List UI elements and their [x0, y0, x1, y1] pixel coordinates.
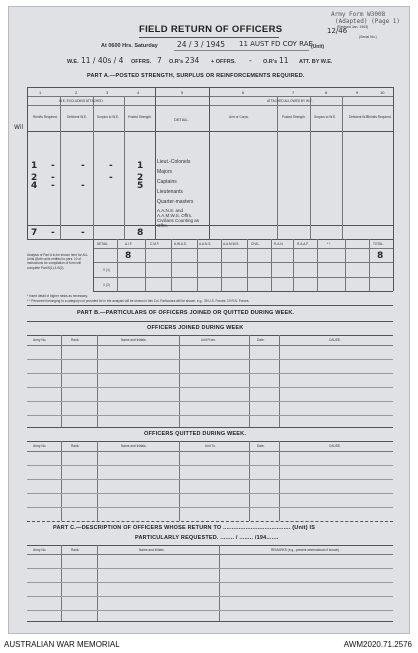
- subhdr-posted: Posted Strength.: [128, 115, 152, 119]
- total-posted: 8: [137, 228, 144, 238]
- plus-ors-label: O.R's: [263, 59, 278, 65]
- att-label: ATT. BY W.E.: [299, 59, 333, 65]
- form-ref-line3: (Revised Jan. 1943): [337, 25, 369, 29]
- row-captains-deficient: -: [51, 173, 55, 183]
- ors-value: 234: [185, 56, 200, 65]
- quitted-hdr-date: Date.: [257, 444, 265, 448]
- at-hours-label: At 0600 Hrs. Saturday: [101, 43, 158, 49]
- joined-hdr-armyno: Army No.: [33, 338, 47, 342]
- subhdr-posted-att: Posted Strength.: [282, 115, 306, 119]
- joined-hdr-cause: CAUSE.: [329, 338, 341, 342]
- partc-hdr-remarks: REMARKS (e.g., present whereabouts if known).: [271, 548, 341, 552]
- detail-row-lieutenants: Lieutenants: [157, 189, 183, 195]
- quitted-hdr-armyno: Army No.: [33, 444, 47, 448]
- row-captains-reinfts: 2: [31, 173, 38, 183]
- total-surplus: -: [81, 228, 85, 238]
- return-date: 24 / 3 / 1945: [177, 40, 225, 49]
- analysis-total-value: 8: [377, 251, 384, 261]
- detail-row-qm: Quarter-masters: [157, 199, 194, 205]
- subhdr-deficient-att: Deficient W.E.: [349, 115, 370, 119]
- row-captains-surplus: -: [109, 173, 113, 183]
- side-mark: Wil: [14, 124, 24, 131]
- total-deficient: -: [51, 228, 55, 238]
- row-lieuts-surplus: -: [81, 181, 85, 191]
- form-ref-line1: Army Form W3008: [331, 11, 386, 18]
- analysis-hdr-cmf: C.M.F.: [150, 242, 160, 246]
- analysis-hdr-ran: R.A.N.: [274, 242, 284, 246]
- analysis-hdr-aans: A.A.N.S.: [199, 242, 212, 246]
- unit-label: (Unit): [311, 44, 325, 50]
- attached-header: ATTACHED ALLOWED BY W.E.: [267, 99, 313, 103]
- row-lieuts-posted: 5: [137, 181, 144, 191]
- detail-row-civilians: Civilians Counting as Offrs.: [157, 218, 200, 228]
- part-a-title: PART A.—POSTED STRENGTH, SURPLUS OR REINFORCEMENTS REQUIRED.: [87, 73, 305, 79]
- joined-hdr-rank: Rank.: [71, 338, 80, 342]
- subhdr-detail: DETAIL.: [174, 117, 189, 122]
- footer-institution: AUSTRALIAN WAR MEMORIAL: [4, 640, 120, 649]
- serial-number: 12/46: [327, 27, 348, 35]
- col-num-6: 6: [242, 90, 245, 95]
- subhdr-surplus-att: Surplus to W.E.: [314, 115, 336, 119]
- analysis-hdr-other: * *: [327, 242, 331, 246]
- partc-hdr-armyno: Army No.: [33, 548, 47, 552]
- quitted-hdr-cause: CAUSE.: [329, 444, 341, 448]
- joined-hdr-name: Name and Initials.: [121, 338, 147, 342]
- partc-hdr-name: Name and Initials.: [139, 548, 165, 552]
- part-b-title: PART B.—PARTICULARS OF OFFICERS JOINED OR QUITTED DURING WEEK.: [77, 310, 295, 316]
- analysis-note: Analysis of Part A to be shown here for ALL Units (Both units entitled to pars. 10 of instructions for compilation of form will complete Part B(1) & B(2).: [27, 253, 89, 270]
- plus-offrs-value: -: [249, 56, 252, 65]
- total-reinfts: 7: [31, 228, 38, 238]
- row-majors-deficient: -: [51, 161, 55, 171]
- row-majors-reinfts: 1: [31, 161, 38, 171]
- joined-title: OFFICERS JOINED DURING WEEK: [147, 325, 244, 331]
- row-lieuts-deficient: -: [51, 181, 55, 191]
- analysis-hdr-total: TOTAL.: [373, 242, 384, 246]
- detail-row-aans: A.A.N.S. and A.A.M.W.S. Offrs.: [157, 208, 193, 218]
- form-title: FIELD RETURN OF OFFICERS: [139, 24, 283, 35]
- subhdr-surplus: Surplus to W.E.: [97, 115, 119, 119]
- detail-row-majors: Majors: [157, 169, 173, 175]
- joined-hdr-unitfrom: Unit From.: [201, 338, 216, 342]
- part-c-line2: PARTICULARLY REQUESTED. ........ / ........ /194.......: [135, 535, 279, 541]
- subhdr-reinfts: Reinfts Required.: [33, 115, 58, 119]
- quitted-hdr-name: Name and Initials.: [121, 444, 147, 448]
- subhdr-arm: Arm or Corps.: [229, 115, 249, 119]
- analysis-row-x2: X (2): [103, 283, 110, 287]
- form-ref-line2: (Adapted) (Page 1): [335, 18, 401, 25]
- row-majors-surplus: -: [81, 161, 85, 171]
- analysis-row-x1: X (1): [103, 268, 110, 272]
- col-num-9: 9: [356, 90, 359, 95]
- ors-label: O.R's: [169, 59, 184, 65]
- quitted-hdr-rank: Rank.: [71, 444, 80, 448]
- row-captains-posted: 2: [137, 173, 144, 183]
- plus-ors-value: 11: [279, 56, 289, 65]
- analysis-aif-value: 8: [125, 251, 132, 261]
- quitted-hdr-unitto: Unit To.: [205, 444, 216, 448]
- part-c-line1: PART C.—DESCRIPTION OF OFFICERS WHOSE RETURN TO ....................................... (Unit) IS: [53, 525, 316, 531]
- we-excl-header: W.E. EXCLUDING ATTACHED.: [59, 99, 104, 103]
- analysis-hdr-aif: A.I.F.: [125, 242, 133, 246]
- row-lieuts-reinfts: 4: [31, 181, 38, 191]
- subhdr-deficient: Deficient W.E.: [67, 115, 88, 119]
- joined-hdr-date: Date.: [257, 338, 265, 342]
- plus-offrs-label: + OFFRS.: [211, 59, 236, 65]
- analysis-hdr-detail: DETAIL: [97, 242, 108, 246]
- col-num-5: 5: [181, 90, 184, 95]
- col-num-7: 7: [292, 90, 295, 95]
- detail-row-ltcol: Lieut.-Colonels: [157, 159, 191, 165]
- footnote-1: * Insert detail of higher ranks as necessary.: [27, 294, 88, 298]
- col-num-8: 8: [325, 90, 328, 95]
- quitted-title: OFFICERS QUITTED DURING WEEK.: [144, 431, 247, 437]
- form-sheet: [8, 6, 410, 634]
- serial-label: (Serial No.): [359, 35, 377, 39]
- detail-row-captains: Captains: [157, 179, 177, 185]
- analysis-hdr-raaf: R.A.A.F.: [297, 242, 309, 246]
- col-num-10: 10: [380, 90, 385, 95]
- unit-name: 11 AUST FD COY RAE: [239, 40, 313, 48]
- we-label: W.E.: [67, 59, 79, 65]
- analysis-hdr-awas: A.W.A.S.: [174, 242, 187, 246]
- footer-accession: AWM2020.71.2576: [343, 640, 412, 649]
- col-num-3: 3: [106, 90, 109, 95]
- analysis-hdr-civil: CIVIL.: [251, 242, 260, 246]
- analysis-hdr-aamws: A.A.M.W.S.: [223, 242, 240, 246]
- col-num-4: 4: [137, 90, 140, 95]
- subhdr-reinfts-att: Reinfts Required.: [367, 115, 392, 119]
- row-majors-posted: -: [109, 161, 113, 171]
- footnote-2: * * Personnel belonging to a category not provided for in the analysis will be shown in this Col. Particulars will be shown, e.g., 39 U.S. Forces; 19 R.N. Forces.: [27, 299, 250, 303]
- col-num-2: 2: [75, 90, 78, 95]
- col-num-1: 1: [39, 90, 42, 95]
- row-majors-posted-strength: 1: [137, 161, 144, 171]
- we-value: 11 / 40s / 4: [81, 56, 124, 65]
- offrs-value: 7: [157, 56, 162, 65]
- offrs-label: OFFRS.: [131, 59, 152, 65]
- partc-hdr-rank: Rank.: [71, 548, 80, 552]
